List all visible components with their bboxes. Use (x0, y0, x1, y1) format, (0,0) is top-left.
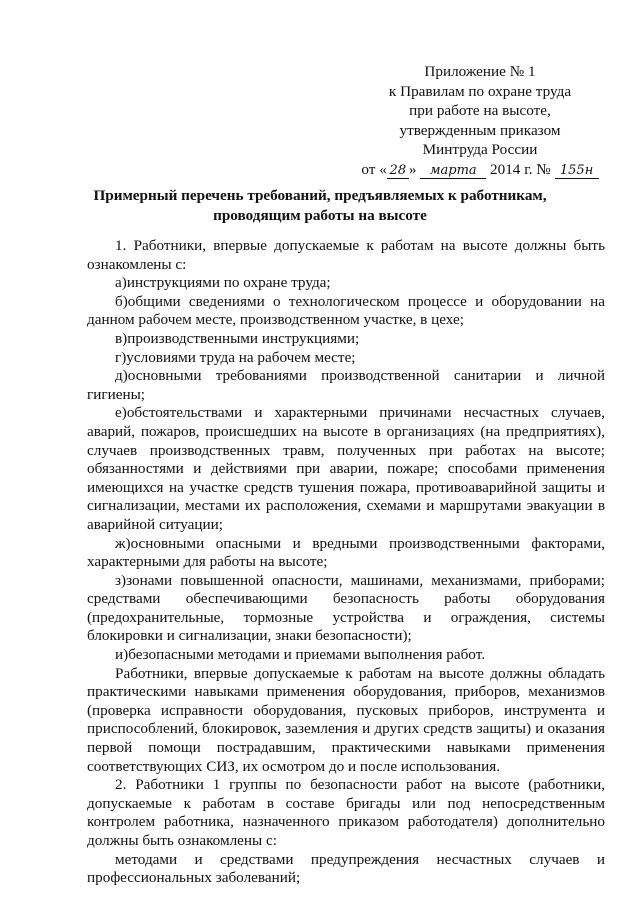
list-item (87, 293, 605, 330)
item-label: е) (115, 404, 127, 422)
item-text: общими сведениями о технологическом процессе и оборудовании на данном рабочем месте, производственном участке, в цехе; (87, 292, 605, 329)
title-line-1: Примерный перечень требований, предъявляемых к работникам, (93, 187, 547, 204)
annex-ministry: Минтруда России (422, 141, 538, 159)
list-item (87, 535, 605, 572)
item-label: г) (115, 348, 127, 366)
item-label: з) (115, 571, 127, 589)
list-item (87, 646, 605, 665)
item-text: безопасными методами и приемами выполнения работ. (128, 646, 485, 664)
list-item (87, 349, 605, 368)
annex-approved: утвержденным приказом (399, 121, 561, 139)
item-label: ж) (115, 534, 131, 552)
date-day: 28 (387, 163, 409, 179)
item-label: б) (115, 292, 128, 310)
item-label: в) (115, 329, 128, 347)
item-text: основными опасными и вредными производственными факторами, характерными для работы на высоте; (87, 534, 605, 571)
date-mid: » (408, 160, 417, 178)
order-number: 155н (555, 163, 599, 179)
list-item (87, 330, 605, 349)
date-year: 2014 г. № (490, 160, 551, 178)
item-text: зонами повышенной опасности, машинами, механизмами, приборами; средствами обеспечивающими безопасность работы оборудования (предохранительные, тормозные устройства и ограждения, системы блокировки и сигнализации, знаки безопасности); (87, 571, 605, 645)
item-text: инструкциями по охране труда; (126, 274, 331, 292)
item-label: а) (115, 274, 127, 292)
section-2-intro: 2. Работники 1 группы по безопасности работ на высоте (работники, допускаемые к работам в составе бригады или под непосредственным контролем работника, назначенного приказом работодателя) дополнительно должны быть ознакомлены с: (87, 776, 605, 849)
list-item (87, 572, 605, 646)
item-text: основными требованиями производственной санитарии и личной гигиены; (87, 367, 605, 403)
item-label: и) (115, 646, 129, 664)
title-line-2: проводящим работы на высоте (213, 206, 427, 224)
practical-skills-paragraph: Работники, впервые допускаемые к работам на высоте должны обладать практическими навыками применения оборудования, приборов, механизмов (проверка исправности оборудования, пусковых приборов, инструмента и приспособлений, блокировок, заземления и других средств защиты) и оказания первой помощи пострадавшим, практическими навыками применения соответствующих СИЗ, их осмотром до и после использования. (87, 664, 605, 775)
annex-rules-subject: при работе на высоте, (409, 102, 551, 120)
annex-number: Приложение № 1 (424, 63, 536, 80)
item-text: обстоятельствами и характерными причинами несчастных случаев, аварий, пожаров, происшедших на высоте в организациях (на предприятиях), случаев производственных травм, полученных при работах на высоте; обязанностями и действиями при аварии, пожаре; способами применения имеющихся на участке средств тушения пожара, противоаварийной защиты и сигнализации, местами их расположения, схемами и маршрутами эвакуации в аварийной ситуации; (87, 404, 605, 533)
list-item (87, 367, 605, 404)
document-body (87, 237, 605, 888)
item-text: производственными инструкциями; (127, 329, 360, 347)
date-month: марта (420, 163, 486, 179)
section-1-intro: 1. Работники, впервые допускаемые к работам на высоте должны быть ознакомлены с: (87, 237, 605, 273)
list-item (87, 274, 605, 293)
annex-header (330, 62, 630, 180)
list-item (87, 404, 605, 534)
date-prefix: от « (361, 160, 387, 178)
document-title (40, 186, 600, 225)
item-text: условиями труда на рабочем месте; (126, 348, 356, 366)
annex-date-line (330, 160, 630, 180)
annex-rules-ref: к Правилам по охране труда (388, 82, 572, 100)
item-label: д) (115, 367, 128, 385)
section-2-methods: методами и средствами предупреждения несчастных случаев и профессиональных заболеваний; (87, 850, 605, 887)
